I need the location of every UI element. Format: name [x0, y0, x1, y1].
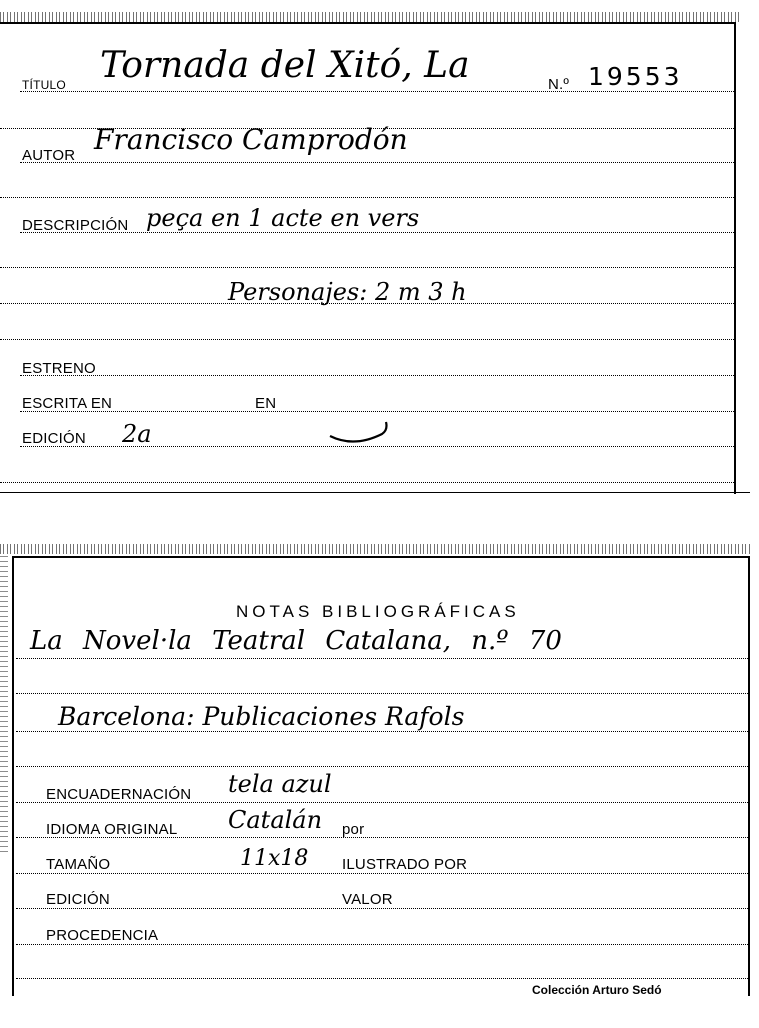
rule-autor	[20, 162, 734, 163]
personajes-value: Personajes: 2 m 3 h	[228, 278, 467, 306]
edicion-value: 2a	[122, 420, 152, 448]
valor-label: VALOR	[342, 891, 393, 908]
idioma-value: Catalán	[228, 806, 323, 834]
rule-note-4	[16, 766, 750, 767]
en-label: EN	[255, 395, 277, 412]
rule-3	[0, 267, 734, 268]
encuadernacion-value: tela azul	[228, 770, 332, 798]
rule-escrita	[20, 411, 734, 412]
edicion2-label: EDICIÓN	[46, 891, 110, 908]
rule-2	[0, 197, 734, 198]
card2-left-edge	[0, 556, 8, 856]
descripcion-value: peça en 1 acte en vers	[146, 204, 420, 232]
card2-top-border	[0, 544, 752, 554]
ilustrado-label: ILUSTRADO POR	[342, 856, 468, 873]
tamano-value: 11x18	[240, 846, 309, 871]
rule-tamano	[16, 873, 750, 874]
pen-stroke-mark	[326, 420, 396, 450]
card-divider	[0, 492, 750, 493]
collection-credit: Colección Arturo Sedó	[532, 983, 662, 997]
idioma-label: IDIOMA ORIGINAL	[46, 821, 178, 838]
numero-value: 19553	[588, 62, 683, 91]
encuadernacion-label: ENCUADERNACIÓN	[46, 786, 192, 803]
escrita-label: ESCRITA EN	[22, 395, 113, 412]
numero-label: N.º	[548, 76, 570, 93]
titulo-value: Tornada del Xitó, La	[100, 45, 470, 86]
rule-bottom	[16, 978, 750, 979]
rule-4	[0, 339, 734, 340]
tamano-label: TAMAÑO	[46, 856, 111, 873]
autor-label: AUTOR	[22, 147, 76, 164]
autor-value: Francisco Camprodón	[94, 123, 408, 156]
note-line-2: Barcelona: Publicaciones Rafols	[58, 702, 465, 731]
procedencia-label: PROCEDENCIA	[46, 927, 159, 944]
rule-edicion2	[16, 908, 750, 909]
edicion-label: EDICIÓN	[22, 430, 86, 447]
rule-note-1	[16, 658, 750, 659]
rule-estreno	[20, 375, 734, 376]
rule-titulo	[20, 91, 734, 92]
note-line-1: La Novel·la Teatral Catalana, n.º 70	[30, 626, 562, 656]
descripcion-label: DESCRIPCIÓN	[22, 217, 129, 234]
titulo-label: TÍTULO	[22, 78, 66, 92]
card1-top-border	[0, 12, 740, 22]
por-label: por	[342, 821, 365, 838]
rule-note-3	[16, 731, 750, 732]
rule-note-2	[16, 693, 750, 694]
rule-5	[0, 482, 734, 483]
rule-procedencia	[16, 944, 750, 945]
notas-title: NOTAS BIBLIOGRÁFICAS	[236, 602, 520, 621]
estreno-label: ESTRENO	[22, 360, 96, 377]
